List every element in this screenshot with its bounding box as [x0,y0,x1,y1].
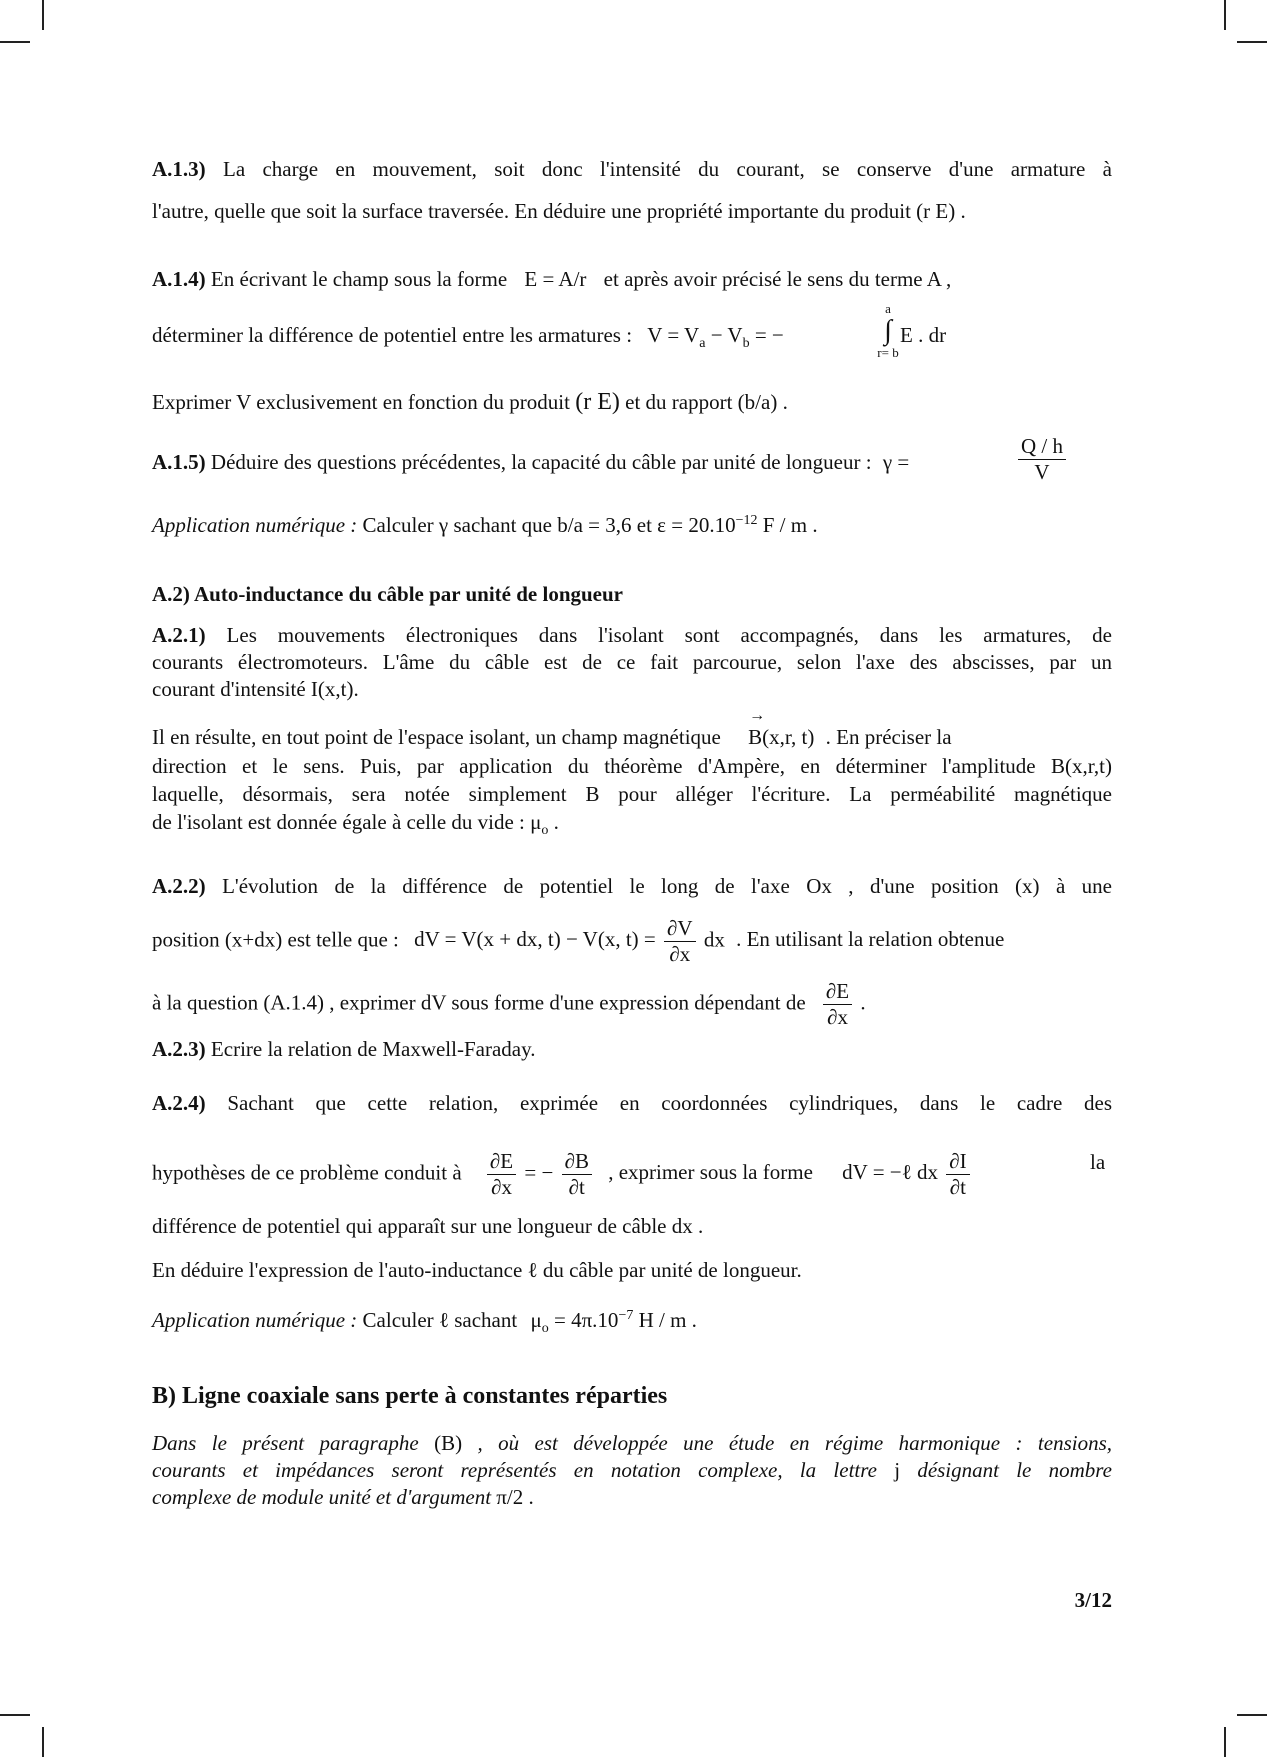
a21-line3: courant d'intensité I(x,t). [152,677,359,701]
a24-line4: En déduire l'expression de l'auto-inductance ℓ du câble par unité de longueur. [152,1258,802,1282]
a13-line1 [152,156,1112,183]
a15-exp: −12 [735,513,758,528]
b-text1a: Dans le présent paragraphe [152,1431,419,1455]
a24-eq: = − [524,1160,554,1185]
a22-dx: dx [703,927,725,952]
a21-line1 [152,622,1112,649]
a15-line1 [152,449,1112,476]
crop-mark-bl-h [0,1714,30,1716]
a22-den: ∂x [669,942,691,966]
a24-label: A.2.4) [152,1091,206,1115]
a22-text3a: à la question (A.1.4) , exprimer dV sous forme d'une expression dépendant de [152,990,806,1015]
a21-p2-text4b: . [553,810,559,834]
a21-text1: Les mouvements électroniques dans l'isolant sont accompagnés, dans les armatures, de [226,623,1113,647]
b-text2c: désignant le nombre [917,1458,1112,1482]
a21-p2-line3: laquelle, désormais, sera notée simplement B pour alléger l'écriture. La perméabilité magnétique [152,782,1112,806]
a14-text2: déterminer la différence de potentiel entre les armatures : [152,323,633,347]
a15-gamma-eq: γ = [882,450,910,474]
a14-text1a: En écrivant le champ sous la forme [210,267,508,291]
a24-app-text1: Calculer ℓ sachant [362,1308,518,1332]
v-eq: = − [749,323,784,347]
v-minus: − V [705,323,743,347]
mu-sub: o [541,823,549,839]
a24-frac-i [946,1149,969,1200]
a24-den-b: ∂t [568,1175,585,1199]
a24-dv: dV = −ℓ dx [842,1160,938,1185]
a15-num: Q / h [1018,434,1066,460]
a22-text1: L'évolution de la différence de potentiel le long de l'axe Ox , d'une position (x) à une [222,874,1113,898]
b-heading: B) Ligne coaxiale sans perte à constantes réparties [152,1383,668,1409]
a14-field-expr: E = A/r [524,267,587,291]
int-upper: a [885,301,891,316]
a22-fraction2 [823,979,852,1030]
a24-line1 [152,1090,1112,1117]
vec-b: B [748,725,763,749]
a22-expr: dV = V(x + dx, t) − V(x, t) = [414,927,656,952]
a15-text: Déduire des questions précédentes, la capacité du câble par unité de longueur : [210,450,872,474]
a21-p2-line4 [152,809,1112,839]
a24-num-b: ∂B [562,1149,592,1175]
a22-den2: ∂x [827,1005,848,1029]
int-lower: r= b [877,345,899,360]
v-left: V = V [647,323,700,347]
a14-label: A.1.4) [152,267,206,291]
a24-frac-e [487,1149,516,1200]
a14-text3a: Exprimer V exclusivement en fonction du produit [152,390,570,414]
a21-line2: courants électromoteurs. L'âme du câble est de ce fait parcourue, selon l'axe des abscisses, par un [152,650,1112,674]
a15-line2 [152,512,1112,539]
a22-text2b: . En utilisant la relation obtenue [736,927,1005,952]
a21-label: A.2.1) [152,623,206,647]
a22-text3b: . [860,990,866,1015]
vec-args: (x,r, t) [762,725,815,749]
a24-text1: Sachant que cette relation, exprimée en coordonnées cylindriques, dans le cadre des [227,1091,1112,1115]
a15-den: V [1034,460,1050,484]
a13-label: A.1.3) [152,157,206,181]
a14-text1b: et après avoir précisé le sens du terme A , [603,267,952,291]
a23-text: Ecrire la relation de Maxwell-Faraday. [210,1037,536,1061]
a24-text2b: , exprimer sous la forme [608,1160,813,1185]
a14-line3 [152,389,1112,416]
a22-fraction [664,916,696,967]
a15-label: A.1.5) [152,450,206,474]
a22-num: ∂V [664,916,696,942]
a22-line3 [152,979,1112,1030]
a21-p2-line1 [152,707,1112,751]
b-vector [748,707,815,749]
a24-line2 [152,1149,1112,1200]
crop-mark-tr-h [1237,41,1267,43]
a15-app-label: Application numérique : [152,513,358,537]
crop-mark-tr-v [1224,0,1226,30]
a14-integrand: E . dr [900,323,947,347]
crop-mark-br-v [1224,1727,1226,1757]
vec-arrow: → [749,707,766,724]
a13-line2: l'autre, quelle que soit la surface traversée. En déduire une propriété importante du produit (r E) . [152,199,966,223]
a24-mu: μ [530,1308,542,1332]
a24-den-e: ∂x [491,1175,512,1199]
a15-fraction [1018,434,1066,485]
b-line3 [152,1484,1112,1511]
a22-label: A.2.2) [152,874,206,898]
b-text2a: courants et impédances seront représentés en notation complexe, la lettre [152,1458,877,1482]
a14-line1 [152,266,1112,293]
a22-line2 [152,916,1112,967]
a24-num-e: ∂E [487,1149,516,1175]
b-line1 [152,1430,1112,1457]
a15-app-text: Calculer γ sachant que b/a = 3,6 et ε = 20.10 [362,513,736,537]
a14-product: (r E) [575,389,620,415]
a24-unit: H / m . [633,1308,697,1332]
b-line2 [152,1457,1112,1484]
a21-p2-text1a: Il en résulte, en tout point de l'espace isolant, un champ magnétique [152,725,721,749]
a13-text1: La charge en mouvement, soit donc l'intensité du courant, se conserve d'une armature à [223,157,1112,181]
a24-app-text2: = 4π.10 [548,1308,619,1332]
a24-line3: différence de potentiel qui apparaît sur une longueur de câble dx . [152,1214,704,1238]
crop-mark-tl-h [0,41,30,43]
sub-b: b [742,336,750,352]
crop-mark-bl-v [42,1727,44,1757]
a15-unit: F / m . [757,513,818,537]
a24-text2a: hypothèses de ce problème conduit à [152,1160,462,1185]
a22-text2a: position (x+dx) est telle que : [152,927,399,952]
crop-mark-tl-v [42,0,44,30]
a2-heading: A.2) Auto-inductance du câble par unité de longueur [152,582,623,606]
a22-line1 [152,873,1112,900]
crop-mark-br-h [1237,1714,1267,1716]
a24-frac-b [562,1149,592,1200]
a21-p2-text1b: . En préciser la [825,725,952,749]
a24-mu-sub: o [541,1321,549,1337]
a14-text3b: et du rapport (b/a) . [625,390,788,414]
a24-line5 [152,1307,1112,1337]
a23-line [152,1036,1112,1063]
a14-v-expr [647,323,784,352]
a21-p2-line2: direction et le sens. Puis, par application du théorème d'Ampère, en déterminer l'amplitude B(x,r,t) [152,754,1112,778]
b-text3b: π/2 . [496,1485,534,1509]
b-text1c: , où est développée une étude en régime harmonique : tensions, [477,1431,1113,1455]
mu-symbol: μ [530,810,542,834]
a24-app-label: Application numérique : [152,1308,358,1332]
b-text3a: complexe de module unité et d'argument [152,1485,492,1509]
page-number: 3/12 [1074,1588,1112,1612]
b-text1b: (B) [434,1431,463,1455]
sub-a: a [699,336,706,352]
a24-exp: −7 [618,1308,634,1323]
a24-num-i: ∂I [946,1149,969,1175]
a24-la: la [1090,1150,1106,1174]
a24-den-i: ∂t [949,1175,966,1199]
a22-num2: ∂E [823,979,852,1005]
b-text2b: j [894,1458,901,1482]
a23-label: A.2.3) [152,1037,206,1061]
a21-p2-text4a: de l'isolant est donnée égale à celle du vide : [152,810,525,834]
int-sign: ∫ [884,315,892,346]
